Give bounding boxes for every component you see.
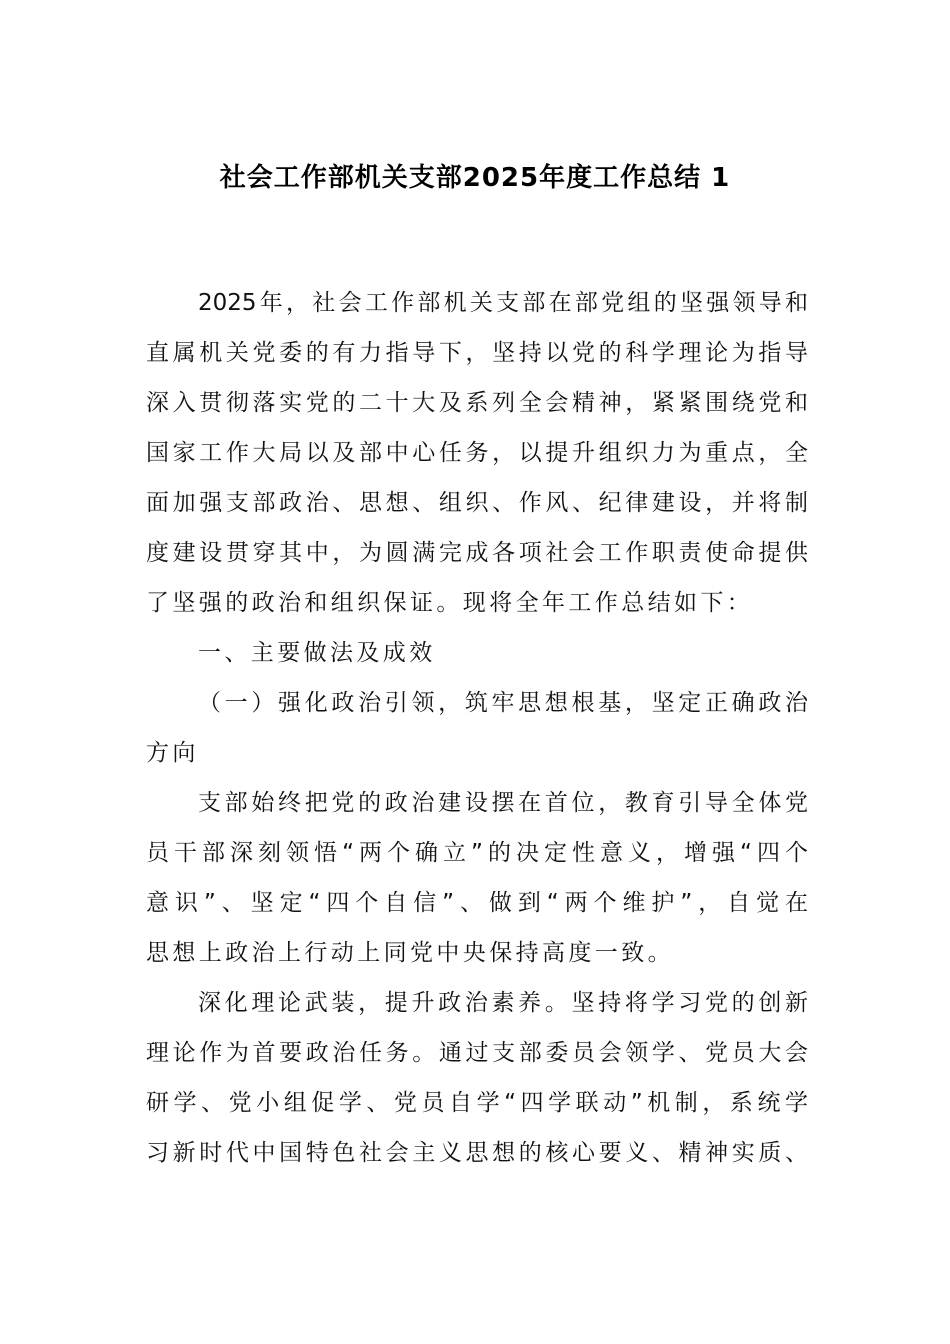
- document-body: [146, 283, 808, 1183]
- text-line: 理论作为首要政治任务。通过支部委员会领学、党员大会: [146, 1040, 808, 1066]
- document-title: 社会工作部机关支部2025年度工作总结 1: [219, 163, 731, 193]
- text-line: 国家工作大局以及部中心任务，以提升组织力为重点，全: [146, 440, 808, 466]
- text-line: 研学、党小组促学、党员自学“四学联动”机制，系统学: [146, 1090, 808, 1116]
- text-line: 了坚强的政治和组织保证。现将全年工作总结如下：: [146, 590, 754, 616]
- text-line: 支部始终把党的政治建设摆在首位，教育引导全体党: [198, 790, 808, 816]
- text-line: 意识”、坚定“四个自信”、做到“两个维护”，自觉在: [146, 890, 808, 916]
- text-line: 员干部深刻领悟“两个确立”的决定性意义，增强“四个: [146, 840, 808, 866]
- text-line: 直属机关党委的有力指导下，坚持以党的科学理论为指导: [146, 340, 808, 366]
- text-line: 思想上政治上行动上同党中央保持高度一致。: [146, 940, 674, 966]
- heading-line: 方向: [146, 740, 199, 766]
- heading-line: （一）强化政治引领，筑牢思想根基，坚定正确政治: [198, 690, 808, 716]
- heading-line: 一、主要做法及成效: [198, 640, 436, 666]
- text-line: 深入贯彻落实党的二十大及系列全会精神，紧紧围绕党和: [146, 390, 808, 416]
- section-heading-1: [146, 633, 808, 683]
- text-line: 度建设贯穿其中，为圆满完成各项社会工作职责使命提供: [146, 540, 808, 566]
- paragraph-political-building: [146, 783, 808, 983]
- text-line: 深化理论武装，提升政治素养。坚持将学习党的创新: [198, 990, 808, 1016]
- text-line: 面加强支部政治、思想、组织、作风、纪律建设，并将制: [146, 490, 808, 516]
- paragraph-theory-study: [146, 983, 808, 1183]
- section-heading-2: [146, 683, 808, 783]
- text-line: 2025年，社会工作部机关支部在部党组的坚强领导和: [198, 290, 808, 316]
- text-line: 习新时代中国特色社会主义思想的核心要义、精神实质、: [146, 1140, 808, 1166]
- paragraph-intro: [146, 283, 808, 633]
